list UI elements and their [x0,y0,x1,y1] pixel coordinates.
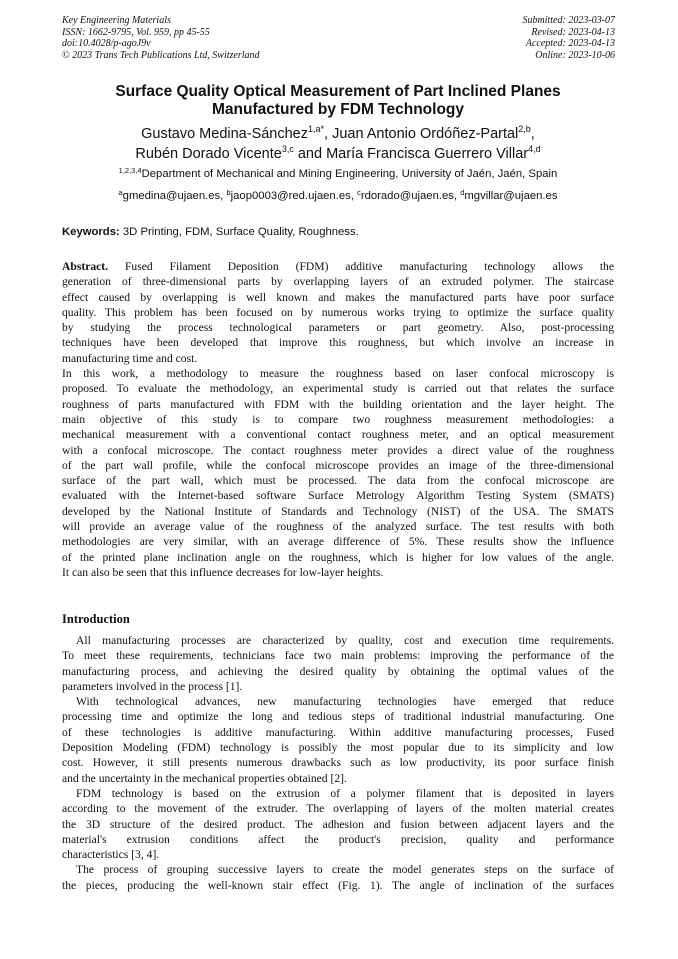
email-address: rdorado@ujaen.es, [360,190,461,202]
text-line: main objective of this study is to compare two roughness measurement methodologies: a [62,412,614,426]
author-separator: , [324,126,333,142]
author-separator: and [293,146,327,162]
text-line: Deposition Modeling (FDM) technology is possibly the most popular due to its simplicity and low [62,741,614,755]
text-line: roughness of parts manufactured with FDM with the building orientation and the layer height. The [62,397,614,411]
text-line: quality. This problem has been focused on by numerous works trying to optimize the surface quality [62,305,614,319]
author-name: Gustavo Medina-Sánchez [141,126,308,142]
text-line: surface of the part wall, which must be processed. The data from the confocal microscope are [62,474,614,488]
keywords [62,226,359,238]
text-line: The process of grouping successive layers to create the model generates steps on the surface of [76,863,614,877]
introduction-body [62,633,614,893]
author-affil-sup: 1,a* [308,124,325,134]
text-line: techniques have been developed that improve this roughness, but which involve an increase in [62,336,614,350]
email-sup: c [357,188,361,197]
text-line: of these technologies is additive manufacturing. Within additive manufacturing processes, Fused [62,725,614,739]
journal-header [62,15,260,61]
text-line: methodologies are very similar, with an average difference of 5%. These results show the influence [62,535,614,549]
text-line: characteristics [3, 4]. [62,848,160,862]
text-line: proposed. To evaluate the methodology, an experimental study is carried out that relates the surface [62,382,614,396]
dates-header [523,15,616,61]
author-name: Juan Antonio Ordóñez-Partal [332,126,519,142]
text-line: mechanical measurement with a conventional contact roughness meter, and an optical measurement [62,428,614,442]
text-line: It can also be seen that this influence decreases for low-layer heights. [62,565,384,579]
author-affil-sup: 2,b [518,124,531,134]
email-sup: a [118,188,123,197]
text-line: To meet these requirements, technicians face two main problems: improving the performance of the [62,649,614,663]
affiliation-text: Department of Mechanical and Mining Engineering, University of Jaén, Jaén, Spain [141,168,558,180]
author-name: Rubén Dorado Vicente [135,146,282,162]
online-date: Online: 2023-10-06 [535,49,615,61]
author-affil-sup: 3,c [281,144,294,154]
email-address: mgvillar@ujaen.es [464,190,558,202]
text-line: with a confocal microscope. The contact roughness meter provides a direct value of the roughness [62,443,614,457]
author-affil-sup: 4,d [528,144,541,154]
text-line: and the uncertainty in the mechanical properties obtained [2]. [62,771,347,785]
affiliation-sup: 1,2,3,4 [118,166,142,175]
text-line: evaluated with the Internet-based software Surface Metrology Algorithm Testing System (SMATS) [62,489,614,503]
author-name: María Francisca Guerrero Villar [326,146,529,162]
abstract-body [62,259,614,580]
text-line: effect caused by overlapping is well known and makes the manufactured parts have poor surface [62,290,614,304]
affiliation [62,168,614,180]
text-line: In this work, a methodology to measure the roughness based on laser confocal microscopy is [62,367,614,381]
email-sup: b [226,188,231,197]
text-line: of the part wall profile, while the confocal microscope provides an image of the three-dimensional [62,458,614,472]
revised-date: Revised: 2023-04-13 [531,26,615,38]
keywords-text: 3D Printing, FDM, Surface Quality, Roughness. [119,226,359,238]
text-line [62,259,614,274]
text-line: All manufacturing processes are characterized by quality, cost and execution time requirements. [76,634,614,647]
submitted-date: Submitted: 2023-03-07 [522,15,615,26]
email-address: jaop0003@red.ujaen.es, [230,190,358,202]
text-line: material's extrusion conditions affect the product's precision, quality and performance [62,832,614,846]
text-line: by studying the process technological parameters or part geometry. Also, post-processing [62,321,614,335]
title-line-2: Manufactured by FDM Technology [211,101,465,118]
text-line: of the printed plane inclination angle on the roughness, which is higher for low values of the angle. [62,550,614,564]
section-heading: Introduction [62,612,130,626]
text-line-content: Fused Filament Deposition (FDM) additive manufacturing technology allows the [108,260,614,273]
text-line: according to the movement of the extruder. The overlapping of layers of the molten material creates [62,802,614,816]
text-line: developed by the National Institute of Standards and Technology (NIST) of the USA. The SMATS [62,504,614,518]
text-line: will provide an average value of the roughness of the analyzed surface. The test results with both [62,520,614,534]
author-list [62,124,614,164]
paper-title [62,83,614,119]
title-line-1: Surface Quality Optical Measurement of Part Inclined Planes [115,83,561,100]
issn-line: ISSN: 1662-9795, Vol. 959, pp 45-55 [62,26,210,38]
abstract-label: Abstract. [62,260,109,273]
doi-line: doi:10.4028/p-agoJ9v [62,38,151,50]
journal-name: Key Engineering Materials [62,15,171,26]
text-line: manufacturing process, and achieving the desired quality by obtaining the optimal values of the [62,664,614,678]
author-line-1 [62,124,614,144]
text-line: the 3D structure of the desired product. The adhesion and fusion between adjacent layers and the [62,817,614,831]
text-line: parameters involved in the process [1]. [62,679,243,693]
keywords-label: Keywords: [62,226,120,238]
text-line: the pieces, producing the well-known stair effect (Fig. 1). The angle of inclination of the surfaces [62,878,614,892]
text-line: processing time and optimize the long and tedious steps of traditional industrial manufacturing. One [62,710,614,724]
text-line: generation of three-dimensional parts by overlapping layers of an extruded polymer. The staircase [62,275,614,289]
author-line-2 [62,144,614,164]
copyright-line: © 2023 Trans Tech Publications Ltd, Switzerland [62,49,260,61]
email-sup: d [460,188,465,197]
accepted-date: Accepted: 2023-04-13 [525,38,615,50]
text-line: cost. However, it still presents numerous drawbacks such as low productivity, its poor surface finish [62,756,614,770]
text-line: manufacturing time and cost. [62,351,198,365]
email-address: gmedina@ujaen.es, [122,190,227,202]
text-line: With technological advances, new manufacturing technologies have emerged that reduce [76,695,614,709]
text-line: FDM technology is based on the extrusion of a polymer filament that is deposited in layers [76,786,614,800]
author-separator: , [530,126,535,142]
author-emails [62,190,614,202]
